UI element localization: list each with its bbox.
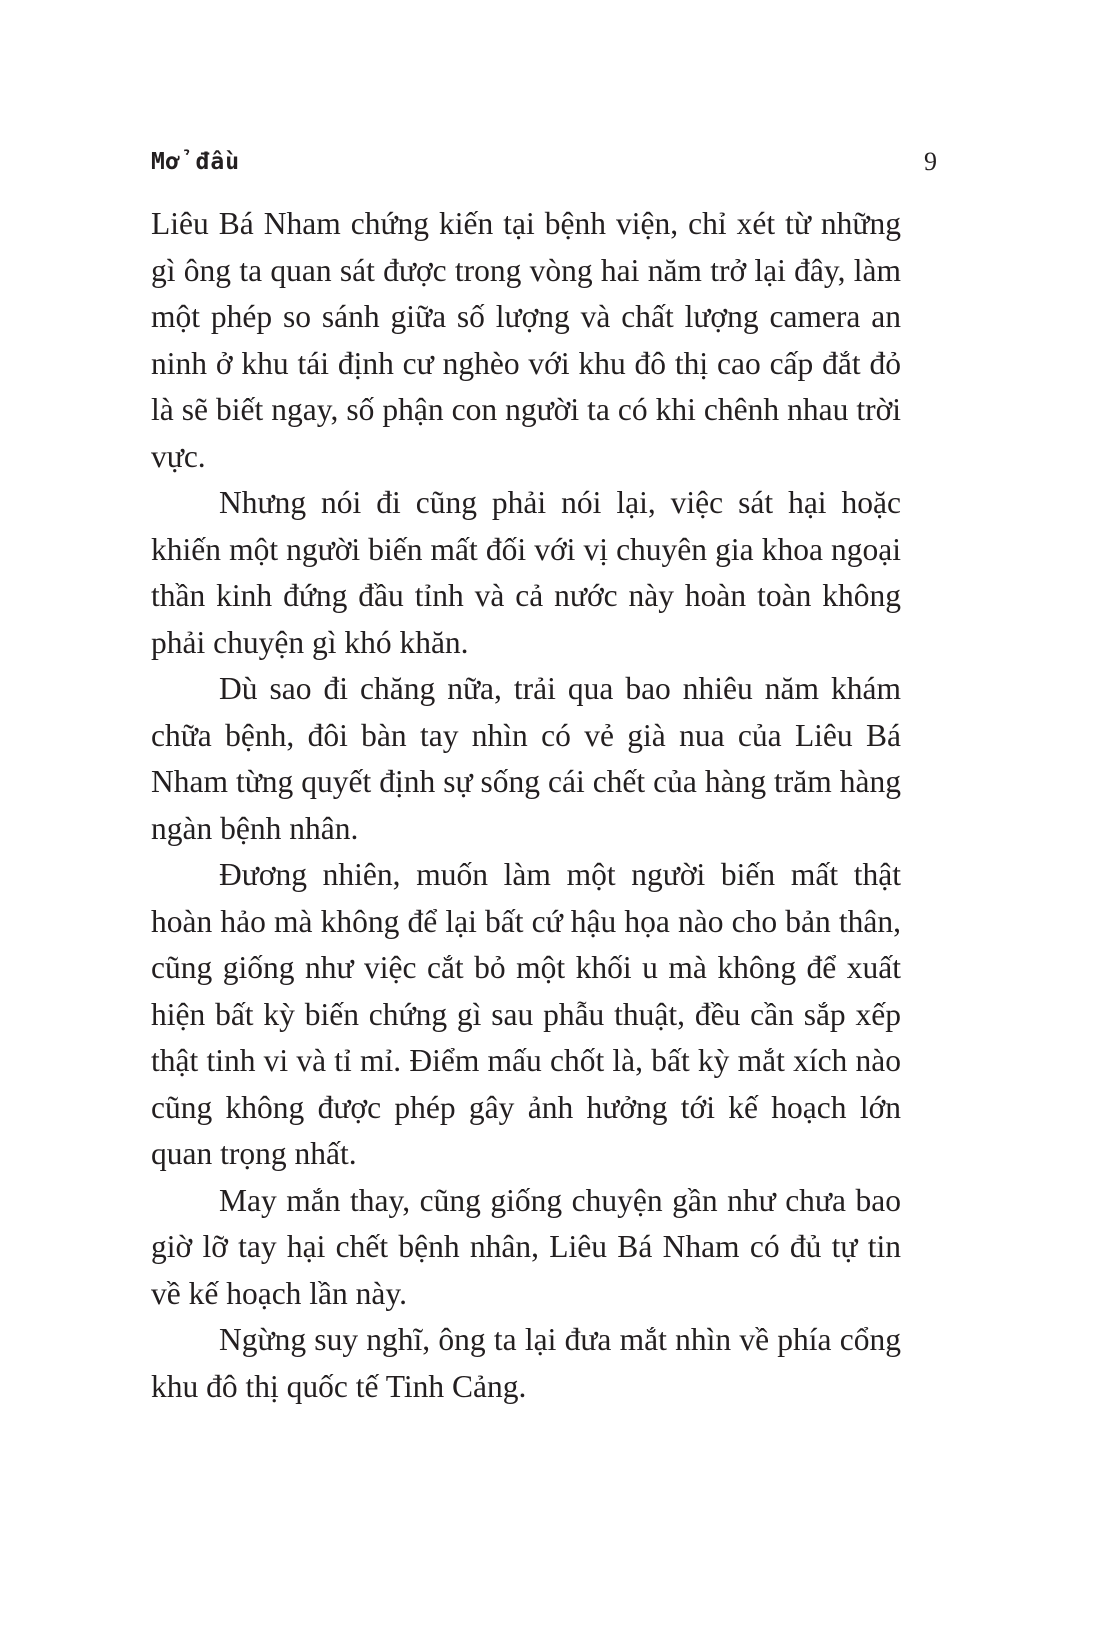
chapter-title: Mở đầu bbox=[151, 149, 241, 175]
body-text bbox=[151, 201, 901, 1410]
running-head bbox=[151, 145, 937, 179]
paragraph: Ngừng suy nghĩ, ông ta lại đưa mắt nhìn về phía cổng khu đô thị quốc tế Tinh Cảng. bbox=[151, 1322, 901, 1404]
paragraph: Nhưng nói đi cũng phải nói lại, việc sát hại hoặc khiến một người biến mất đối với vị chuyên gia khoa ngoại thần kinh đứng đầu tỉnh và cả nước này hoàn toàn không phải chuyện gì khó khăn. bbox=[151, 485, 901, 660]
paragraph: Liêu Bá Nham chứng kiến tại bệnh viện, chỉ xét từ những gì ông ta quan sát được trong vòng hai năm trở lại đây, làm một phép so sánh giữa số lượng và chất lượng camera an ninh ở khu tái định cư nghèo với khu đô thị cao cấp đắt đỏ là sẽ biết ngay, số phận con người ta có khi chênh nhau trời vực. bbox=[151, 206, 901, 474]
paragraph: Dù sao đi chăng nữa, trải qua bao nhiêu năm khám chữa bệnh, đôi bàn tay nhìn có vẻ già nua của Liêu Bá Nham từng quyết định sự sống cái chết của hàng trăm hàng ngàn bệnh nhân. bbox=[151, 671, 901, 846]
paragraph: May mắn thay, cũng giống chuyện gần như chưa bao giờ lỡ tay hại chết bệnh nhân, Liêu Bá Nham có đủ tự tin về kế hoạch lần này. bbox=[151, 1182, 901, 1311]
paragraph: Đương nhiên, muốn làm một người biến mất thật hoàn hảo mà không để lại bất cứ hậu họa nào cho bản thân, cũng giống như việc cắt bỏ một khối u mà không để xuất hiện bất kỳ biến chứng gì sau phẫu thuật, đều cần sắp xếp thật tinh vi và tỉ mỉ. Điểm mấu chốt là, bất kỳ mắt xích nào cũng không được phép gây ảnh hưởng tới kế hoạch lớn quan trọng nhất. bbox=[151, 857, 901, 1171]
page-number: 9 bbox=[924, 147, 937, 176]
